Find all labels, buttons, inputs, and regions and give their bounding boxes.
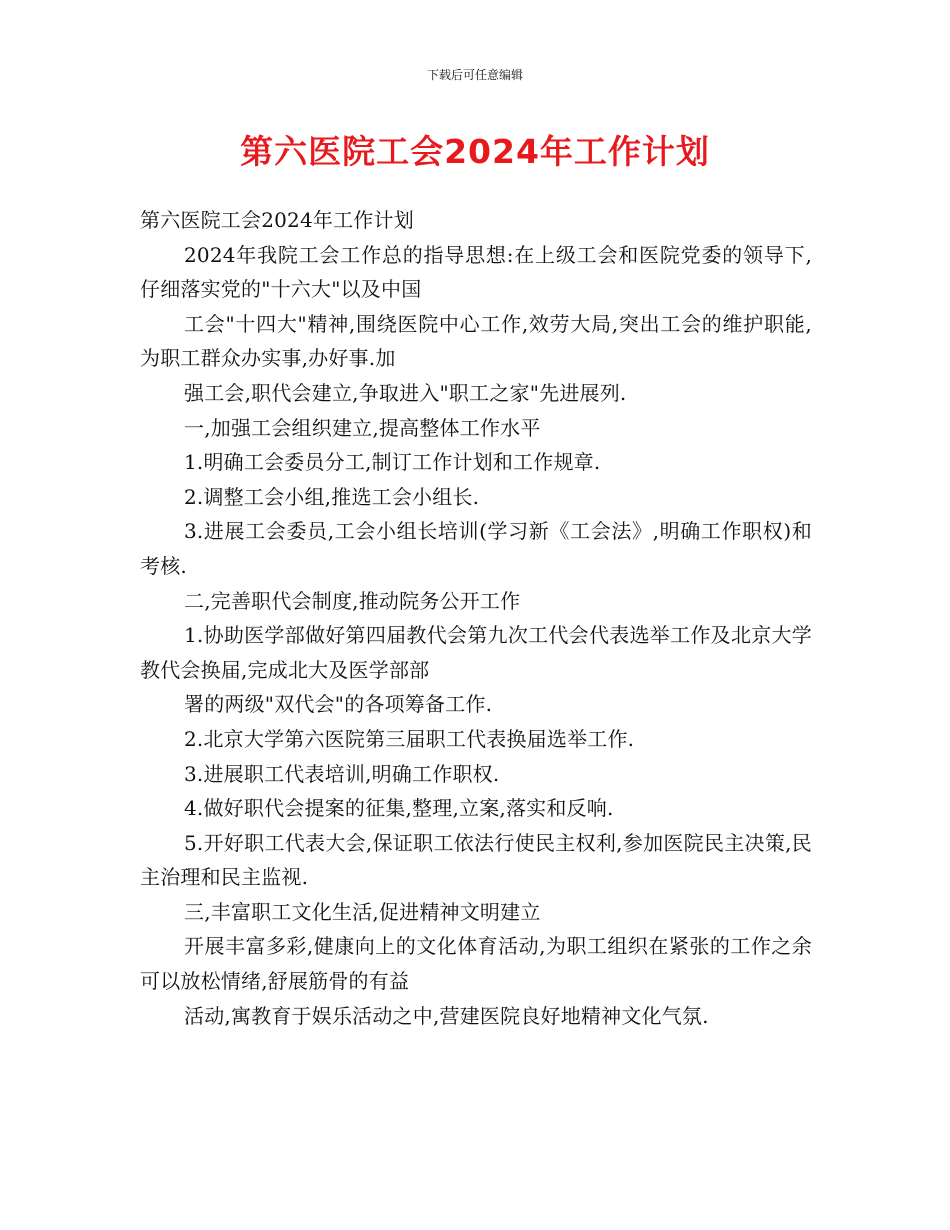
list-item: 1.明确工会委员分工,制订工作计划和工作规章. xyxy=(184,450,601,475)
header-note: 下载后可任意编辑 xyxy=(426,68,523,82)
section-heading: 一,加强工会组织建立,提高整体工作水平 xyxy=(184,415,541,440)
paragraph: 第六医院工会2024年工作计划 xyxy=(140,208,414,232)
list-item: 5.开好职工代表大会,保证职工依法行使民主权利,参加医院民主决策,民主治理和民主监视. xyxy=(140,830,812,890)
paragraph: 署的两级"双代会"的各项筹备工作. xyxy=(184,692,493,717)
list-item: 2.北京大学第六医院第三届职工代表换届选举工作. xyxy=(184,726,635,751)
paragraph: 强工会,职代会建立,争取进入"职工之家"先进展列. xyxy=(184,380,627,405)
list-item: 1.协助医学部做好第四届教代会第九次工代会代表选举工作及北京大学教代会换届,完成北大及医学部部 xyxy=(140,623,812,682)
list-item: 4.做好职代会提案的征集,整理,立案,落实和反响. xyxy=(184,796,614,821)
list-item: 3.进展职工代表培训,明确工作职权. xyxy=(184,761,500,786)
document-body xyxy=(140,203,812,1033)
document-title: 第六医院工会2024年工作计划 xyxy=(240,132,710,171)
list-item: 3.进展工会委员,工会小组长培训(学习新《工会法》,明确工作职权)和考核. xyxy=(140,519,812,578)
section-heading: 三,丰富职工文化生活,促进精神文明建立 xyxy=(184,899,541,924)
paragraph: 活动,寓教育于娱乐活动之中,营建医院良好地精神文化气氛. xyxy=(184,1003,709,1028)
paragraph: 2024年我院工会工作总的指导思想:在上级工会和医院党委的领导下,仔细落实党的"十六大"以及中国 xyxy=(140,242,812,302)
list-item: 2.调整工会小组,推选工会小组长. xyxy=(184,484,480,509)
paragraph: 工会"十四大"精神,围绕医院中心工作,效劳大局,突出工会的维护职能,为职工群众办实事,办好事.加 xyxy=(140,311,812,371)
section-heading: 二,完善职代会制度,推动院务公开工作 xyxy=(184,588,521,613)
paragraph: 开展丰富多彩,健康向上的文化体育活动,为职工组织在紧张的工作之余可以放松情绪,舒展筋骨的有益 xyxy=(140,934,812,994)
